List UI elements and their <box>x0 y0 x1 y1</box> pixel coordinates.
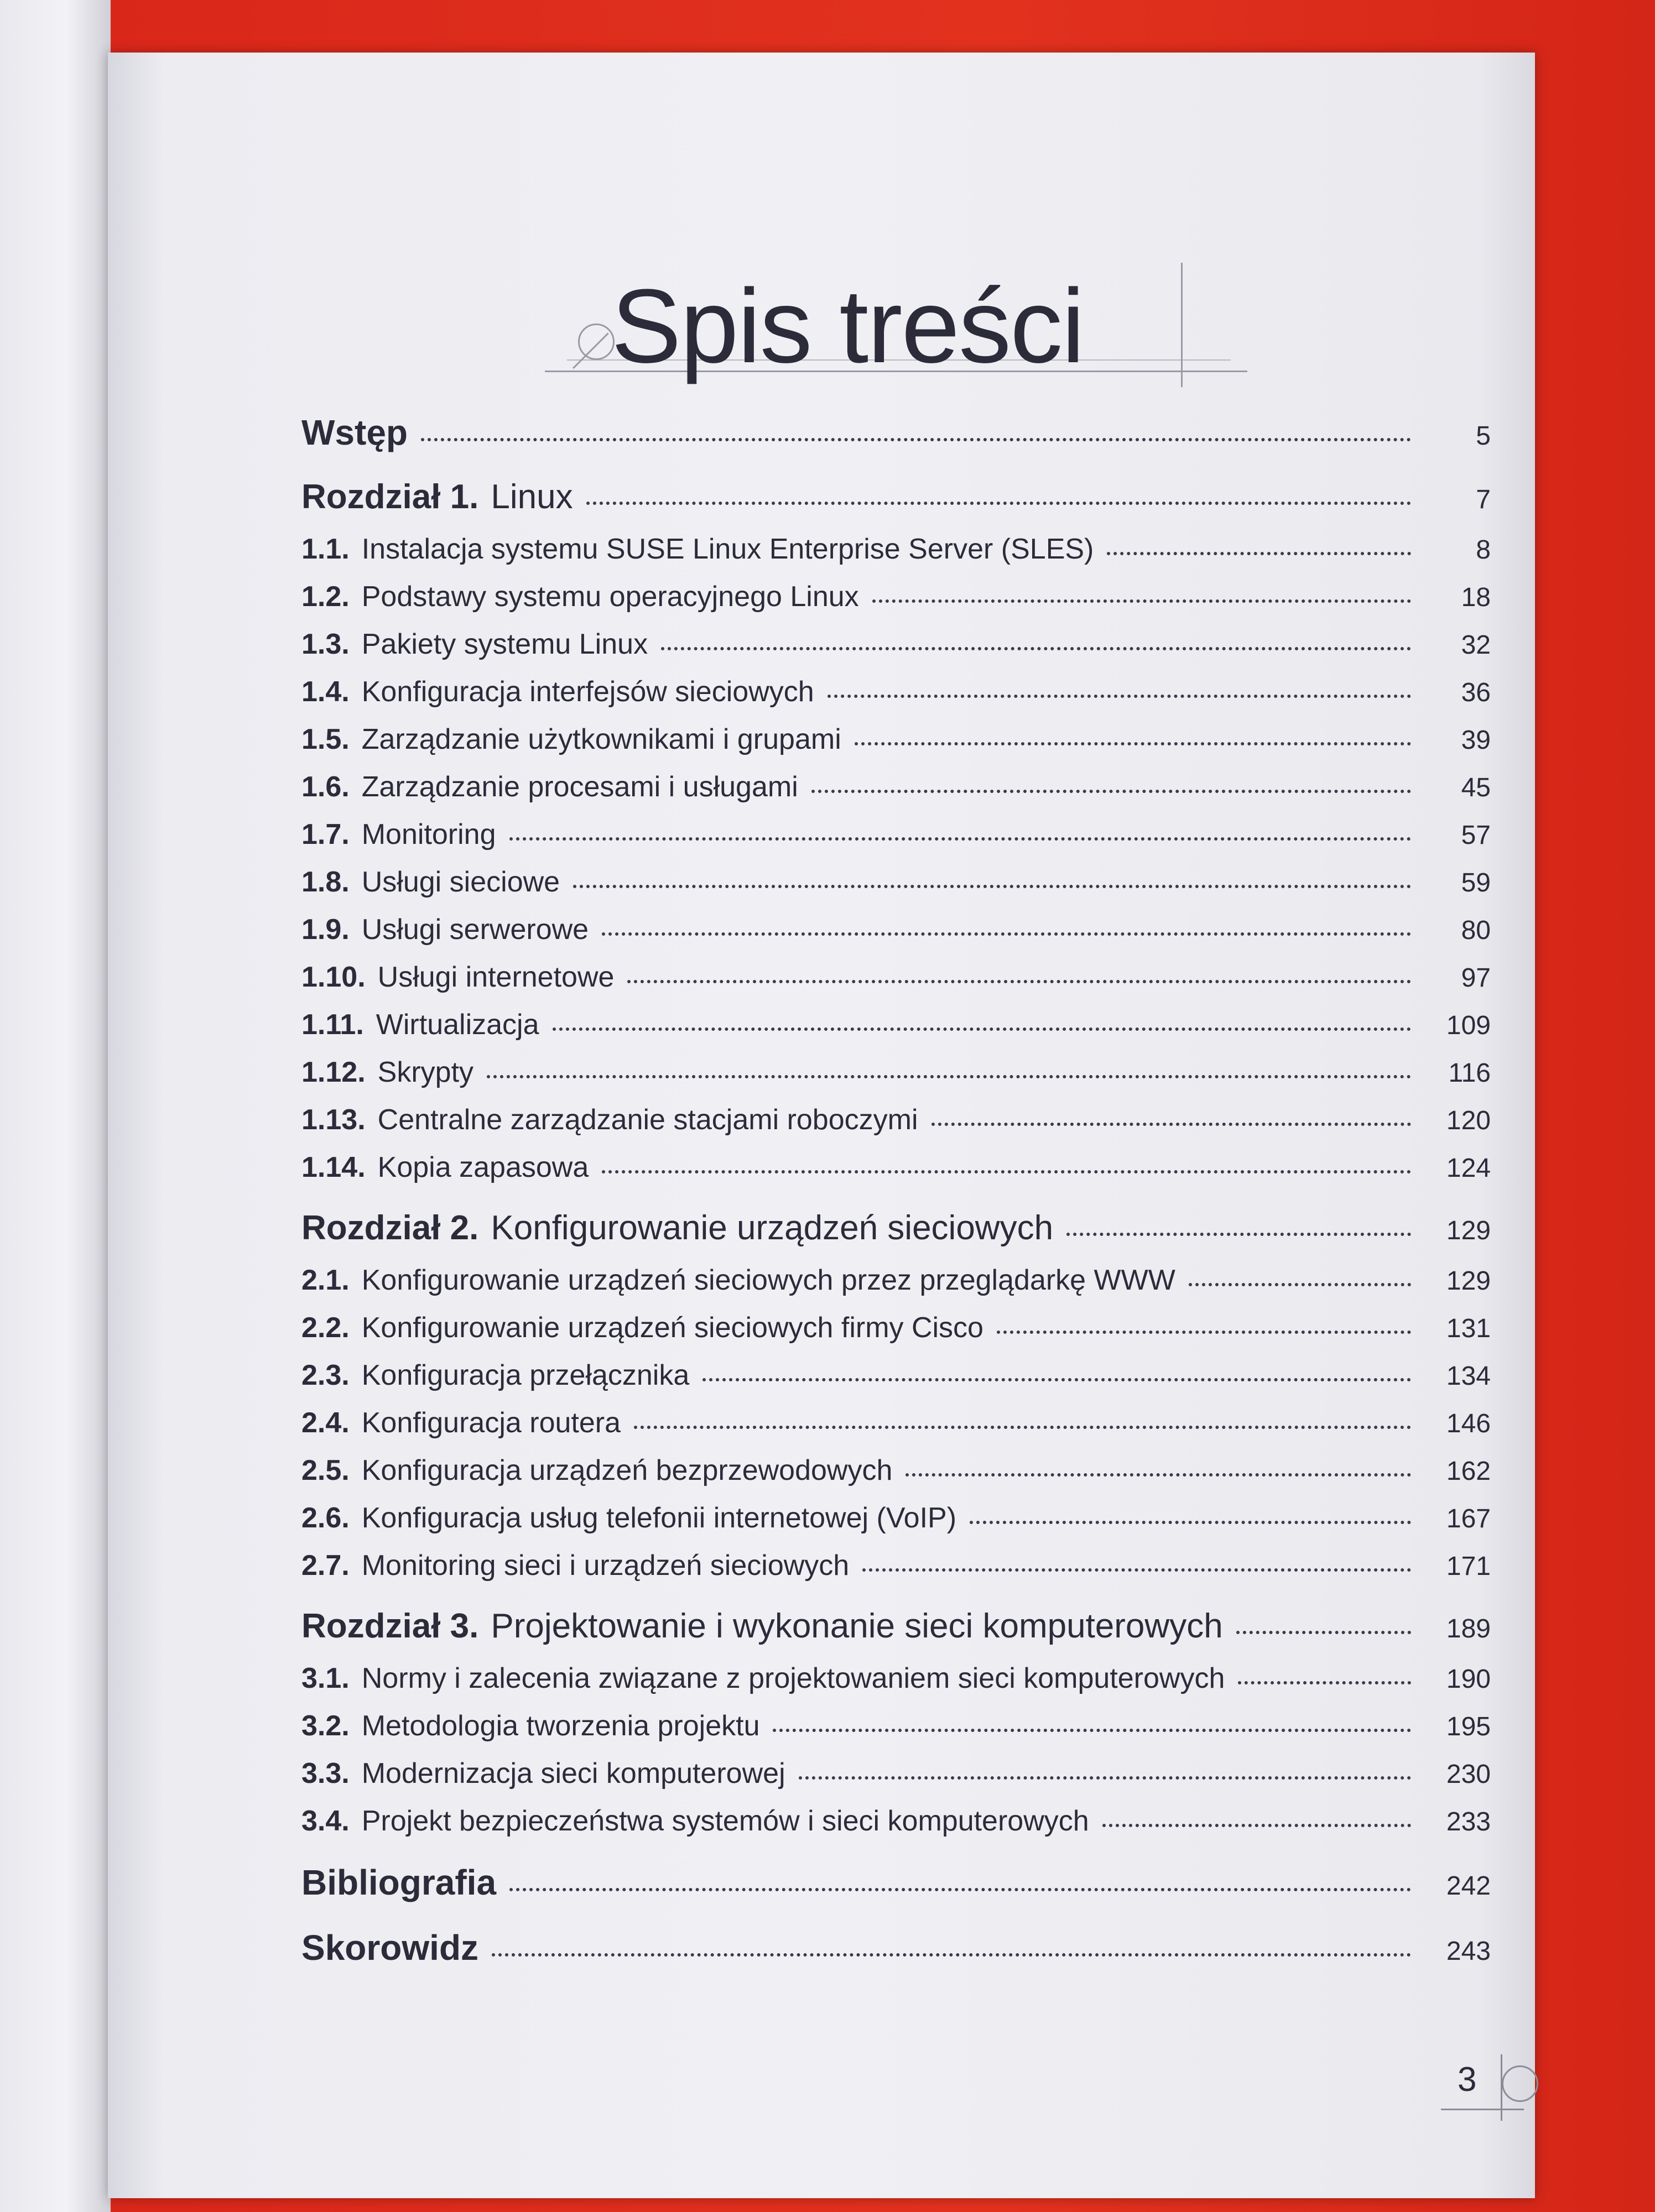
toc-page-number: 134 <box>1446 1361 1491 1391</box>
toc-entry <box>301 1662 1491 1709</box>
toc-entry-number: 1.1. <box>301 533 350 565</box>
folio-circle-ornament <box>1502 2065 1538 2102</box>
toc-entry <box>301 865 1491 913</box>
toc-entry-title: Linux <box>491 478 573 516</box>
toc-page-number: 146 <box>1446 1409 1491 1438</box>
dot-leader <box>862 1568 1411 1572</box>
toc-page-number: 5 <box>1476 421 1491 451</box>
toc-entry <box>301 1103 1491 1151</box>
toc-entry <box>301 1008 1491 1056</box>
book-page <box>108 53 1535 2198</box>
toc-page-number: 39 <box>1461 726 1491 755</box>
toc-entry-title: Skrypty <box>377 1056 474 1088</box>
toc-entry-number: 1.7. <box>301 818 350 851</box>
dot-leader <box>931 1123 1411 1126</box>
title-block <box>545 263 1253 390</box>
toc-page-number: 57 <box>1461 821 1491 850</box>
toc-entry <box>301 1406 1491 1454</box>
dot-leader <box>1107 552 1411 555</box>
dot-leader <box>1236 1631 1411 1634</box>
toc-entry <box>301 913 1491 961</box>
toc-entry-number: 1.9. <box>301 914 350 946</box>
dot-leader <box>997 1331 1411 1334</box>
toc-entry-number: 3.4. <box>301 1805 350 1837</box>
toc-page-number: 190 <box>1446 1665 1491 1694</box>
toc-page-number: 97 <box>1461 963 1491 993</box>
toc-entry-number: 2.6. <box>301 1502 350 1534</box>
toc-entry <box>301 1311 1491 1359</box>
dot-leader <box>487 1075 1411 1078</box>
dot-leader <box>602 1170 1411 1173</box>
toc-entry-title: Instalacja systemu SUSE Linux Enterprise Server (SLES) <box>361 533 1094 565</box>
dot-leader <box>1238 1681 1411 1684</box>
toc-entry <box>301 675 1491 723</box>
toc-page-number: 124 <box>1446 1154 1491 1183</box>
toc-entry-title: Monitoring sieci i urządzeń sieciowych <box>361 1550 850 1582</box>
toc-entry-number: 1.5. <box>301 723 350 755</box>
dot-leader <box>773 1729 1411 1732</box>
toc-entry <box>301 1549 1491 1597</box>
toc-entry <box>301 818 1491 865</box>
toc-entry-title: Usługi internetowe <box>377 961 615 993</box>
toc-entry-number: 1.10. <box>301 961 366 993</box>
dot-leader <box>627 980 1411 983</box>
toc-entry-title: Konfigurowanie urządzeń sieciowych firmy Cisco <box>361 1312 983 1344</box>
dot-leader <box>872 599 1411 603</box>
toc-entry-number: 2.5. <box>301 1454 350 1486</box>
dot-leader <box>553 1027 1411 1031</box>
dot-leader <box>1102 1824 1411 1827</box>
toc-page-number: 8 <box>1476 535 1491 565</box>
toc-page-number: 7 <box>1476 485 1491 514</box>
toc-page-number: 189 <box>1446 1614 1491 1644</box>
toc-entry-number: 1.13. <box>301 1104 366 1136</box>
toc-entry-title: Projekt bezpieczeństwa systemów i sieci komputerowych <box>361 1805 1089 1837</box>
toc-entry-number: 1.11. <box>301 1009 364 1041</box>
toc-entry <box>301 1359 1491 1406</box>
toc-entry-title: Modernizacja sieci komputerowej <box>361 1757 785 1790</box>
dot-leader <box>855 742 1411 745</box>
toc-entry <box>301 1151 1491 1198</box>
toc-entry-number: 1.2. <box>301 581 350 613</box>
toc-entry <box>301 1606 1491 1662</box>
toc-entry <box>301 1757 1491 1804</box>
toc-entry-number: 3.2. <box>301 1710 350 1742</box>
page-title: Spis treści <box>611 268 1084 385</box>
toc-entry-title: Konfiguracja przełącznika <box>361 1359 690 1391</box>
toc-page-number: 59 <box>1461 868 1491 898</box>
toc-entry-title: Zarządzanie użytkownikami i grupami <box>361 723 841 755</box>
toc-entry <box>301 533 1491 580</box>
toc-page-number: 45 <box>1461 773 1491 802</box>
toc-entry-title: Usługi serwerowe <box>361 914 589 946</box>
toc-page-number: 80 <box>1461 916 1491 945</box>
toc-entry-number: Rozdział 2. <box>301 1209 479 1247</box>
toc-page-number: 109 <box>1446 1011 1491 1040</box>
toc-entry-number: 2.7. <box>301 1550 350 1582</box>
toc-entry <box>301 580 1491 628</box>
toc-entry-number: 1.12. <box>301 1056 366 1088</box>
toc-entry-number: 1.8. <box>301 866 350 898</box>
toc-page-number: 116 <box>1448 1058 1491 1088</box>
toc-entry <box>301 1927 1491 1983</box>
toc-entry-number: 2.4. <box>301 1407 350 1439</box>
toc-entry <box>301 1264 1491 1311</box>
toc-entry-title: Normy i zalecenia związane z projektowaniem sieci komputerowych <box>361 1662 1225 1694</box>
toc-page-number: 162 <box>1446 1457 1491 1486</box>
toc-entry <box>301 477 1491 533</box>
toc-heading: Wstęp <box>301 413 408 452</box>
toc-entry <box>301 1208 1491 1264</box>
toc-entry-title: Konfiguracja urządzeń bezprzewodowych <box>361 1454 893 1486</box>
toc-entry-title: Konfigurowanie urządzeń sieciowych <box>491 1209 1054 1247</box>
toc-entry-title: Zarządzanie procesami i usługami <box>361 771 798 803</box>
toc-entry <box>301 1501 1491 1549</box>
toc-entry-title: Metodologia tworzenia projektu <box>361 1710 760 1742</box>
toc-page-number: 131 <box>1446 1314 1491 1343</box>
dot-leader <box>905 1473 1411 1477</box>
dot-leader <box>828 695 1411 698</box>
toc-page-number: 129 <box>1446 1216 1491 1245</box>
toc-entry <box>301 1454 1491 1501</box>
toc-heading: Skorowidz <box>301 1928 479 1968</box>
toc-page-number: 195 <box>1446 1712 1491 1741</box>
toc-entry-title: Konfiguracja usług telefonii internetowej (VoIP) <box>361 1502 957 1534</box>
left-page-edge <box>0 0 111 2212</box>
toc-entry-title: Projektowanie i wykonanie sieci komputerowych <box>491 1607 1223 1645</box>
toc-page-number: 167 <box>1446 1504 1491 1533</box>
toc-entry-title: Konfigurowanie urządzeń sieciowych przez przeglądarkę WWW <box>361 1264 1175 1296</box>
toc-entry-number: 3.1. <box>301 1662 350 1694</box>
toc-entry-title: Konfiguracja interfejsów sieciowych <box>361 676 814 708</box>
dot-leader <box>811 790 1411 793</box>
toc-entry-number: 2.1. <box>301 1264 350 1296</box>
toc-entry <box>301 770 1491 818</box>
toc-entry <box>301 412 1491 467</box>
toc-page-number: 120 <box>1446 1106 1491 1135</box>
toc-entry <box>301 1804 1491 1852</box>
dot-leader <box>970 1521 1411 1524</box>
toc-entry <box>301 1056 1491 1103</box>
dot-leader <box>492 1953 1411 1957</box>
dot-leader <box>602 932 1411 936</box>
dot-leader <box>1066 1233 1411 1236</box>
dot-leader <box>573 885 1411 888</box>
toc-entry-number: 2.2. <box>301 1312 350 1344</box>
toc-page-number: 243 <box>1446 1937 1491 1966</box>
toc-page-number: 32 <box>1461 630 1491 660</box>
toc-page-number: 36 <box>1461 678 1491 707</box>
title-vertical-line <box>1181 263 1183 387</box>
toc-page-number: 129 <box>1446 1266 1491 1296</box>
dot-leader <box>509 837 1411 841</box>
toc-entry <box>301 961 1491 1008</box>
toc-entry-title: Podstawy systemu operacyjnego Linux <box>361 581 859 613</box>
toc-entry-title: Kopia zapasowa <box>377 1151 589 1183</box>
dot-leader <box>421 438 1411 441</box>
table-of-contents <box>301 412 1491 1983</box>
toc-entry-title: Usługi sieciowe <box>361 866 560 898</box>
toc-entry-number: 2.3. <box>301 1359 350 1391</box>
toc-page-number: 233 <box>1446 1807 1491 1837</box>
toc-entry <box>301 1709 1491 1757</box>
toc-entry-title: Centralne zarządzanie stacjami roboczymi <box>377 1104 918 1136</box>
title-circle-ornament <box>578 324 615 360</box>
toc-page-number: 230 <box>1446 1760 1491 1789</box>
toc-page-number: 242 <box>1446 1871 1491 1901</box>
toc-entry-number: Rozdział 1. <box>301 478 479 516</box>
toc-entry-number: 1.3. <box>301 628 350 660</box>
toc-entry-number: 1.4. <box>301 676 350 708</box>
toc-entry <box>301 723 1491 770</box>
toc-entry-number: Rozdział 3. <box>301 1607 479 1645</box>
dot-leader <box>1189 1283 1411 1286</box>
folio-horizontal-line <box>1441 2109 1524 2110</box>
toc-entry-number: 3.3. <box>301 1757 350 1790</box>
toc-heading: Bibliografia <box>301 1863 497 1902</box>
dot-leader <box>586 502 1411 505</box>
toc-entry-title: Konfiguracja routera <box>361 1407 621 1439</box>
toc-entry-number: 1.14. <box>301 1151 366 1183</box>
toc-entry-title: Monitoring <box>361 818 496 851</box>
toc-entry-title: Wirtualizacja <box>376 1009 539 1041</box>
dot-leader <box>634 1426 1411 1429</box>
toc-entry <box>301 1862 1491 1917</box>
dot-leader <box>661 647 1411 650</box>
toc-page-number: 171 <box>1446 1552 1491 1581</box>
dot-leader <box>799 1776 1411 1780</box>
toc-entry <box>301 628 1491 675</box>
dot-leader <box>509 1888 1411 1891</box>
dot-leader <box>702 1378 1411 1381</box>
toc-entry-title: Pakiety systemu Linux <box>361 628 648 660</box>
toc-page-number: 18 <box>1461 583 1491 612</box>
toc-entry-number: 1.6. <box>301 771 350 803</box>
page-number: 3 <box>1458 2060 1477 2099</box>
